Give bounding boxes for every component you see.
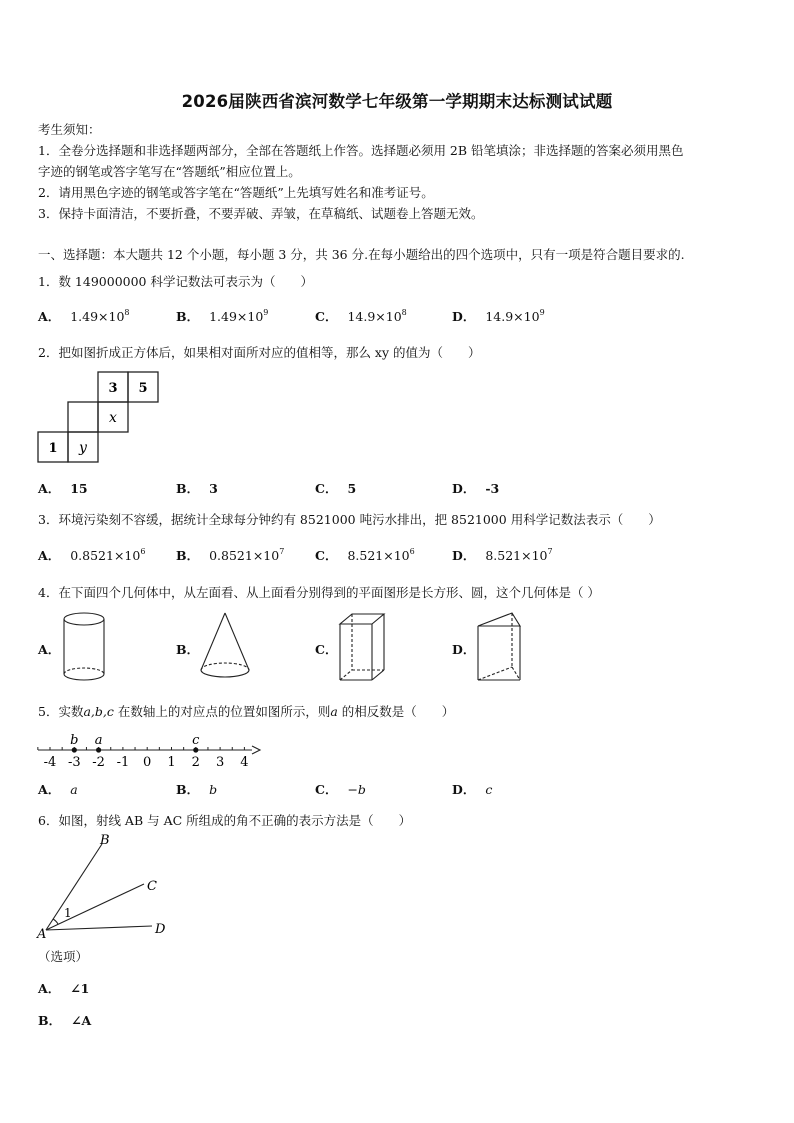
q2-option-b[interactable]: B． 3	[176, 481, 218, 496]
rectangular-prism-figure	[336, 610, 388, 684]
q1-option-a[interactable]: A． $1.49\times 10^8$	[38, 308, 130, 324]
point-c-label: C	[147, 879, 157, 894]
page-title: 2026届陕西省滨河数学七年级第一学期期末达标测试试题	[181, 92, 613, 111]
q6-option-b[interactable]: B． ∠A	[38, 1013, 92, 1028]
cone-figure	[196, 610, 256, 684]
notice-line-4: 3．保持卡面清洁，不要折叠，不要弄破、弄皱，在草稿纸、试题卷上答题无效。	[38, 206, 484, 221]
axis-arrow	[252, 746, 260, 754]
net-label-3: 3	[108, 381, 118, 396]
notice-heading: 考生须知：	[38, 122, 101, 137]
point-b-dot	[72, 747, 77, 752]
point-d-label: D	[155, 922, 166, 937]
q3-stem: 3．环境污染刻不容缓，据统计全球每分钟约有 8521000 吨污水排出，把 8521000 用科学记数法表示（ ）	[38, 512, 661, 527]
q6-option-a[interactable]: A． ∠1	[38, 981, 90, 996]
axis-tick-label: -1	[116, 755, 130, 770]
section-heading: 一、选择题：本大题共 12 个小题，每小题 3 分，共 36 分.在每小题给出的四个选项中，只有一项是符合题目要求的.	[38, 247, 685, 262]
net-label-x: x	[109, 410, 117, 426]
point-a-label: a	[94, 733, 103, 748]
q1-option-d[interactable]: D． $14.9\times 10^9$	[452, 308, 545, 324]
angle-figure	[34, 830, 184, 942]
point-c-label: c	[192, 733, 200, 748]
q5-option-d[interactable]: D． c	[452, 782, 493, 797]
number-line-figure	[30, 728, 270, 772]
q4-option-a[interactable]: A．	[38, 642, 61, 657]
q3-option-a[interactable]: A． $0.8521\times 10^6$	[38, 547, 146, 563]
net-label-y: y	[79, 440, 87, 456]
q5-stem: 5．实数a,b,c 在数轴上的对应点的位置如图所示，则a 的相反数是（ ）	[38, 704, 455, 719]
net-label-1: 1	[48, 441, 58, 456]
ray-ad	[46, 926, 152, 930]
q1-option-c[interactable]: C． $14.9\times 10^8$	[315, 308, 407, 324]
point-b-label: B	[100, 833, 110, 848]
q5-option-c[interactable]: C． −b	[315, 782, 366, 797]
q6-caption: （选项）	[38, 949, 89, 964]
q6-stem: 6．如图，射线 AB 与 AC 所组成的角不正确的表示方法是（ ）	[38, 813, 412, 828]
axis-tick-label: -2	[92, 755, 105, 770]
axis-tick-label: 1	[167, 755, 176, 770]
axis-tick-label: 2	[191, 755, 200, 770]
q4-option-d[interactable]: D．	[452, 642, 476, 657]
cylinder-figure	[60, 610, 110, 684]
triangular-prism-figure	[474, 610, 526, 684]
axis-tick-label: -3	[67, 755, 81, 770]
notice-line-2: 字迹的钢笔或答字笔写在“答题纸”相应位置上。	[38, 164, 301, 179]
axis-tick-label: 3	[215, 755, 225, 770]
q3-option-d[interactable]: D． $8.521\times 10^7$	[452, 547, 553, 563]
axis-tick-label: 0	[143, 755, 152, 770]
point-a-label: A	[37, 927, 47, 942]
q5-option-a[interactable]: A． a	[38, 782, 78, 797]
q2-option-d[interactable]: D． -3	[452, 481, 500, 496]
q2-stem: 2．把如图折成正方体后，如果相对面所对应的值相等，那么 xy 的值为（ ）	[38, 345, 481, 360]
notice-line-1: 1．全卷分选择题和非选择题两部分，全部在答题纸上作答。选择题必须用 2B 铅笔填涂；非选择题的答案必须用黑色	[38, 143, 684, 158]
net-cell-empty	[68, 402, 98, 432]
q4-stem: 4．在下面四个几何体中，从左面看、从上面看分别得到的平面图形是长方形、圆，这个几何体是（ ）	[38, 585, 600, 600]
q2-option-c[interactable]: C． 5	[315, 481, 357, 496]
q3-option-c[interactable]: C． $8.521\times 10^6$	[315, 547, 415, 563]
point-b-label: b	[70, 733, 79, 748]
angle-arc	[53, 919, 58, 924]
q1-stem: 1．数 149000000 科学记数法可表示为（ ）	[38, 274, 313, 289]
q5-option-b[interactable]: B． b	[176, 782, 218, 797]
q4-option-c[interactable]: C．	[315, 642, 338, 657]
angle-1-label: 1	[64, 906, 72, 920]
q1-option-b[interactable]: B． $1.49\times 10^9$	[176, 308, 269, 324]
point-a-dot	[96, 747, 101, 752]
net-label-5: 5	[138, 381, 148, 396]
point-c-dot	[193, 747, 198, 752]
cube-net-figure	[36, 370, 162, 466]
axis-tick-label: -4	[43, 755, 57, 770]
axis-tick-label: 4	[240, 755, 249, 770]
q4-option-b[interactable]: B．	[176, 642, 200, 657]
number-line-axis	[38, 733, 260, 770]
q2-option-a[interactable]: A． 15	[38, 481, 88, 496]
q3-option-b[interactable]: B． $0.8521\times 10^7$	[176, 547, 285, 563]
notice-line-3: 2．请用黑色字迹的钢笔或答字笔在“答题纸”上先填写姓名和准考证号。	[38, 185, 434, 200]
